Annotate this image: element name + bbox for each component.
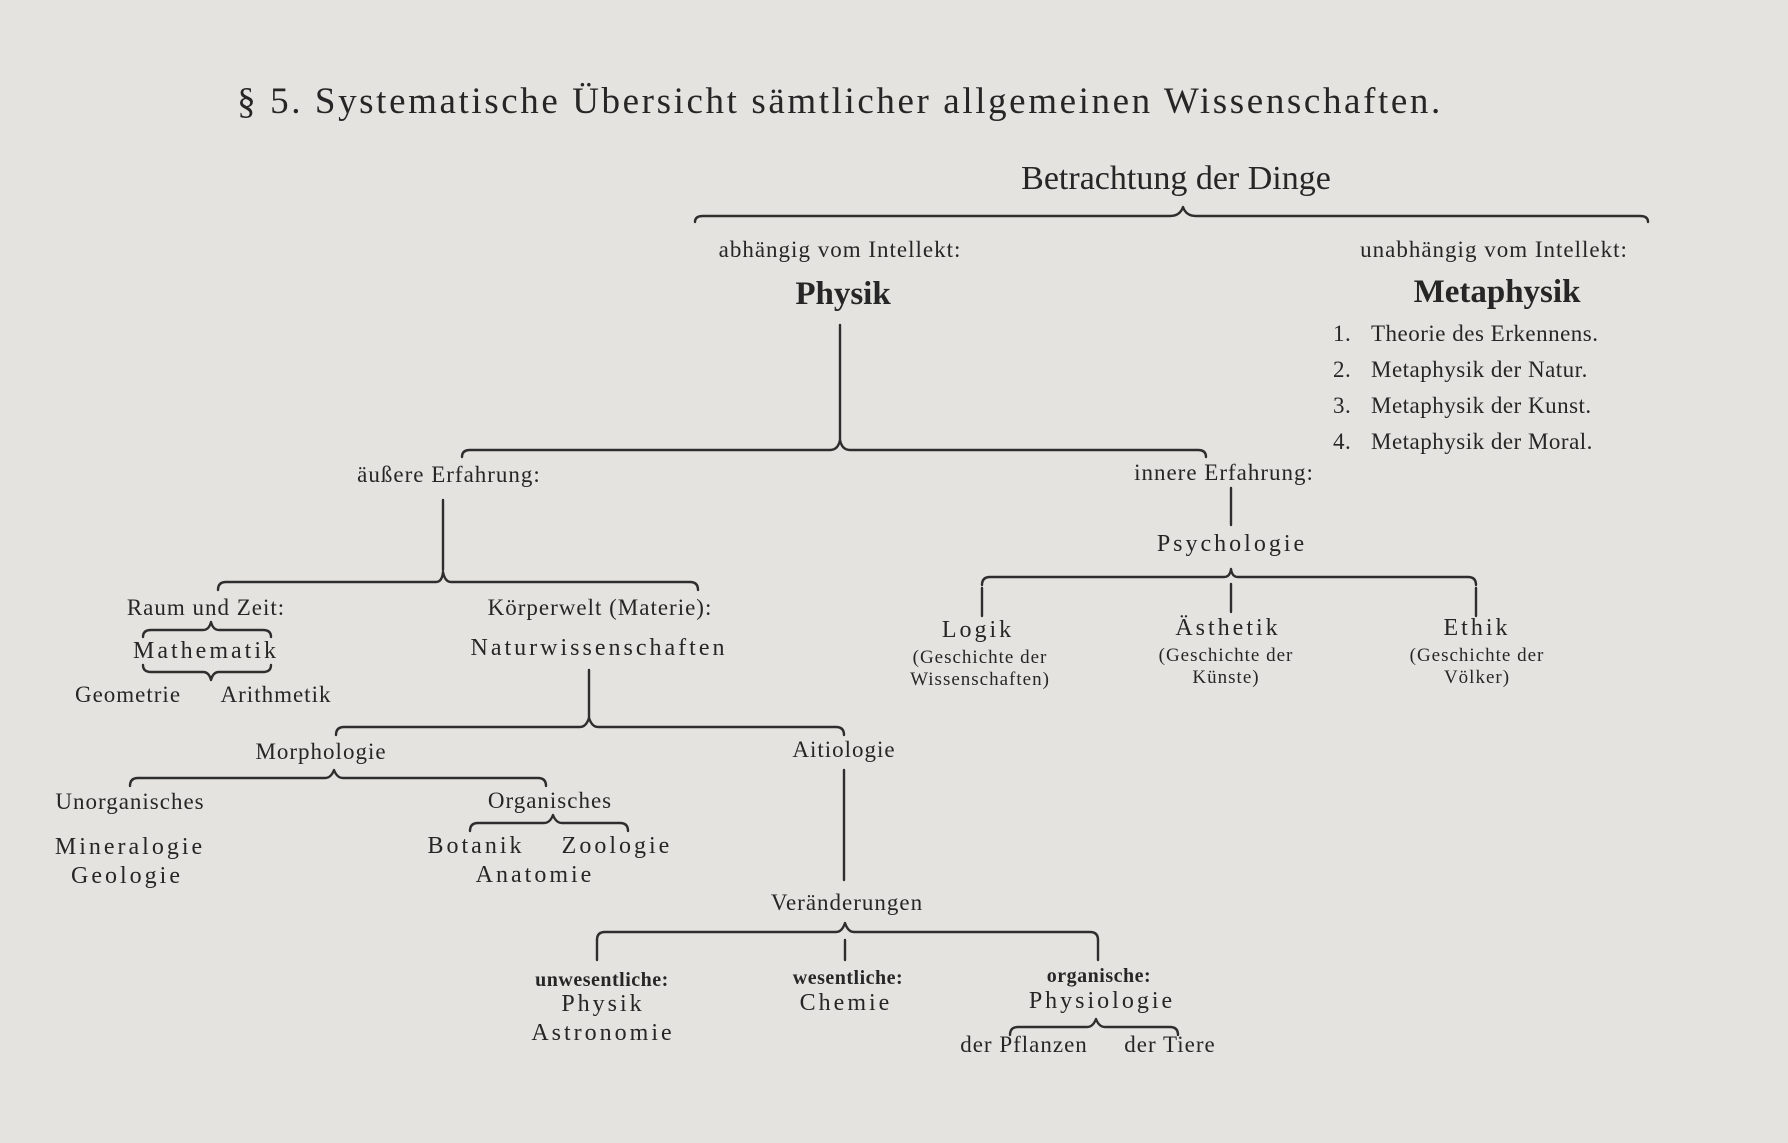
logik-note [910,647,1050,691]
brace-mathematik-top [143,622,271,637]
unwesentliche-label: unwesentliche: [535,969,669,991]
plants-label: der Pflanzen [960,1032,1088,1057]
note-line: Wissenschaften) [910,669,1050,690]
body-world-label: Körperwelt (Materie): [487,595,713,620]
botanik-label: Botanik [427,833,525,859]
physik-heading: Physik [795,276,891,312]
metaphysik-item [1333,322,1599,345]
right-branch-label: unabhängig vom Intellekt: [1360,237,1628,262]
zoologie-label: Zoologie [561,833,673,859]
note-line: Künste) [1192,667,1260,688]
physiologie-label: Physiologie [1028,988,1176,1014]
aesthetik-note [1159,645,1294,689]
brace-root [695,207,1648,222]
brace-mathematik-bottom [143,665,271,680]
metaphysik-item-text: Theorie des Erkennens. [1371,321,1599,346]
brace-changes [597,923,1098,940]
brace-organic [470,815,628,831]
astronomie-label: Astronomie [531,1020,675,1046]
anatomie-label: Anatomie [475,862,595,888]
mathematik-label: Mathematik [133,638,279,664]
left-branch-label: abhängig vom Intellekt: [718,237,962,262]
note-line: Völker) [1443,667,1511,688]
geometrie-label: Geometrie [74,682,182,707]
organic-label: Organisches [487,788,613,813]
root-label: Betrachtung der Dinge [1021,160,1331,197]
logik-label: Logik [941,617,1015,643]
morphology-label: Morphologie [255,739,387,764]
aitiologie-label: Aitiologie [792,737,896,762]
aesthetik-label: Ästhetik [1175,615,1281,641]
note-line: (Geschichte der [1409,645,1545,666]
organische-label: organische: [1046,965,1152,987]
mineralogie-label: Mineralogie [54,834,206,860]
inner-experience-label: innere Erfahrung: [1134,460,1314,485]
ethik-note [1410,645,1545,689]
brace-psychology [982,569,1476,585]
geologie-label: Geologie [71,863,183,889]
physik-science-label: Physik [561,991,645,1017]
arithmetik-label: Arithmetik [220,682,332,707]
outer-experience-label: äußere Erfahrung: [357,462,541,487]
metaphysik-item-number: 2. [1333,357,1352,382]
metaphysik-item-text: Metaphysik der Moral. [1371,429,1593,454]
note-line: (Geschichte der [912,647,1048,668]
metaphysik-item [1333,430,1593,453]
chemie-label: Chemie [799,990,893,1016]
brace-outer [218,572,698,590]
metaphysik-item-number: 1. [1333,321,1352,346]
brace-natur [336,718,844,735]
space-time-label: Raum und Zeit: [126,595,286,620]
metaphysik-item [1333,394,1592,417]
metaphysik-item-text: Metaphysik der Kunst. [1371,393,1592,418]
metaphysik-item-number: 3. [1333,393,1352,418]
brace-experience [462,440,1206,457]
metaphysik-item [1333,358,1588,381]
metaphysik-heading: Metaphysik [1413,274,1581,310]
wesentliche-label: wesentliche: [792,967,904,989]
inorganic-label: Unorganisches [55,789,205,814]
naturwissenschaften-label: Naturwissenschaften [470,635,728,661]
metaphysik-item-number: 4. [1333,429,1352,454]
ethik-label: Ethik [1443,615,1511,641]
metaphysik-item-text: Metaphysik der Natur. [1371,357,1588,382]
note-line: (Geschichte der [1158,645,1294,666]
changes-label: Veränderungen [770,890,924,915]
page-title: § 5. Systematische Übersicht sämtlicher allgemeinen Wissenschaften. [237,81,1443,122]
brace-morphology [130,770,546,786]
animals-label: der Tiere [1124,1032,1216,1057]
psychology-label: Psychologie [1156,531,1308,557]
